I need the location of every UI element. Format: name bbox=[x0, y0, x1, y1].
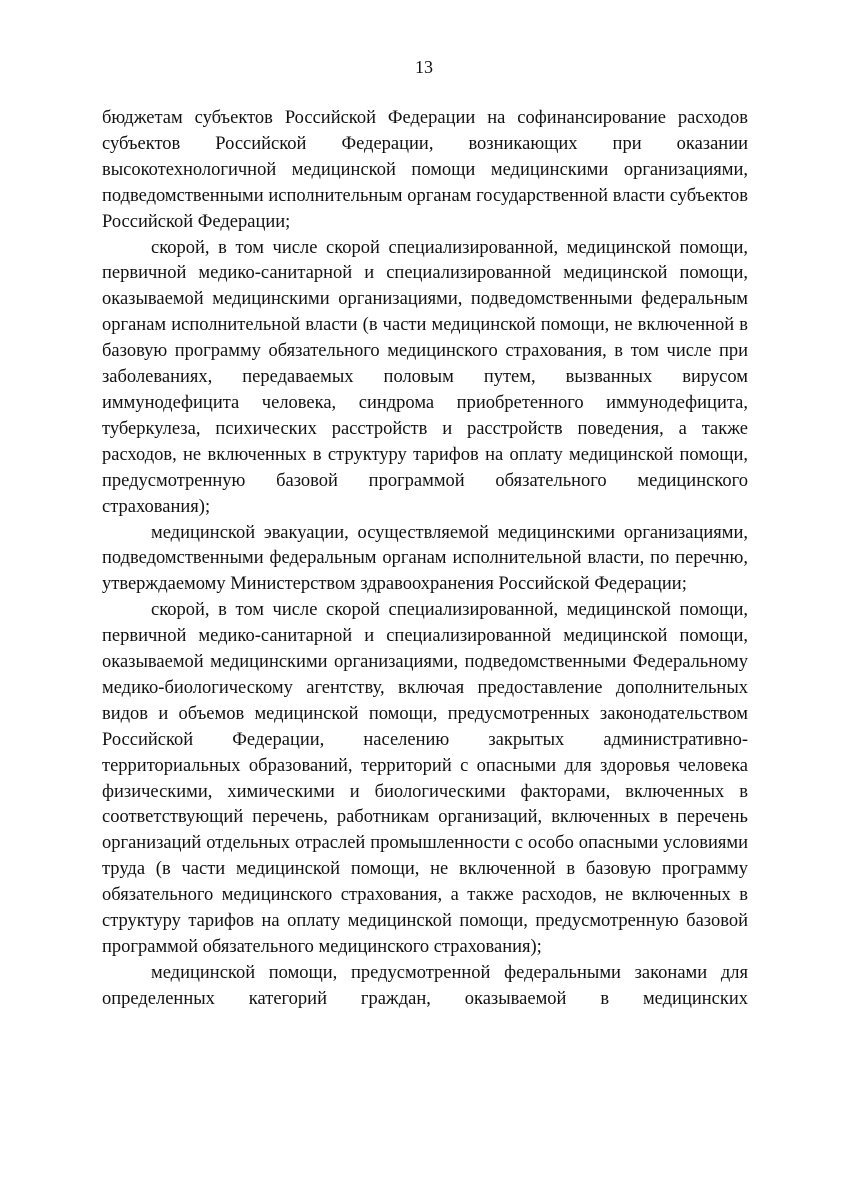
paragraph-1: бюджетам субъектов Российской Федерации на софинансирование расходов субъектов Российской Федерации, возникающих при оказании высокотехнологичной медицинской помощи медицинскими организациями, подведомственными исполнительным органам государственной власти субъектов Российской Федерации; bbox=[102, 108, 748, 232]
paragraph-3: медицинской эвакуации, осуществляемой медицинскими организациями, подведомственными федеральным органам исполнительной власти, по перечню, утверждаемому Министерством здравоохранения Российской Федерации; bbox=[102, 522, 748, 595]
paragraph-2: скорой, в том числе скорой специализированной, медицинской помощи, первичной медико-санитарной и специализированной медицинской помощи, оказываемой медицинскими организациями, подведомственными федеральным органам исполнительной власти (в части медицинской помощи, не включенной в базовую программу обязательного медицинского страхования, в том числе при заболеваниях, передаваемых половым путем, вызванных вирусом иммунодефицита человека, синдрома приобретенного иммунодефицита, туберкулеза, психических расстройств и расстройств поведения, а также расходов, не включенных в структуру тарифов на оплату медицинской помощи, предусмотренную базовой программой обязательного медицинского страхования); bbox=[102, 237, 748, 517]
document-body bbox=[102, 106, 748, 1013]
page-number: 13 bbox=[415, 57, 433, 77]
paragraph-4: скорой, в том числе скорой специализированной, медицинской помощи, первичной медико-санитарной и специализированной медицинской помощи, оказываемой медицинскими организациями, подведомственными Федеральному медико-биологическому агентству, включая предоставление дополнительных видов и объемов медицинской помощи, предусмотренных законодательством Российской Федерации, населению закрытых административно-территориальных образований, территорий с опасными для здоровья человека физическими, химическими и биологическими факторами, включенных в соответствующий перечень, работникам организаций, включенных в перечень организаций отдельных отраслей промышленности с особо опасными условиями труда (в части медицинской помощи, не включенной в базовую программу обязательного медицинского страхования, а также расходов, не включенных в структуру тарифов на оплату медицинской помощи, предусмотренную базовой программой обязательного медицинского страхования); bbox=[102, 600, 748, 957]
paragraph-5: медицинской помощи, предусмотренной федеральными законами для определенных категорий граждан, оказываемой в медицинских bbox=[102, 962, 748, 1009]
